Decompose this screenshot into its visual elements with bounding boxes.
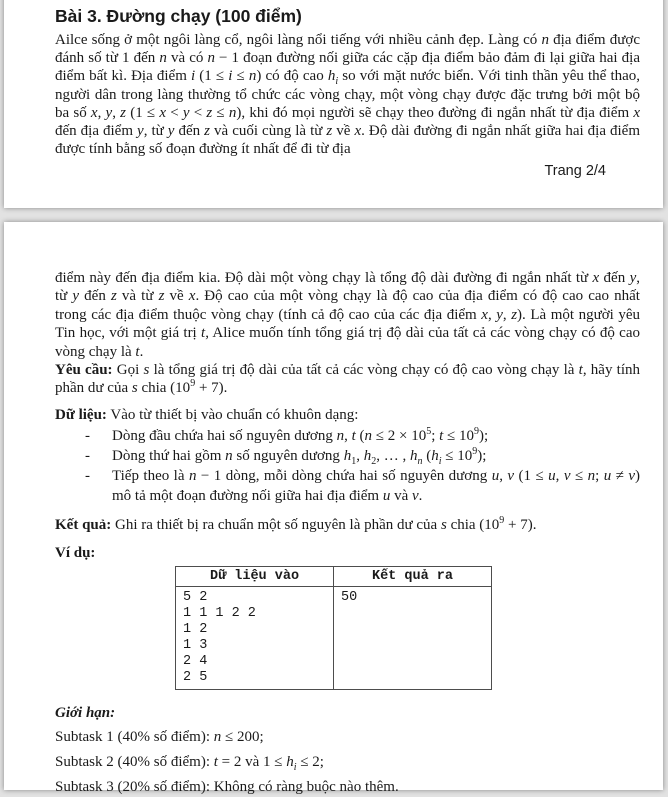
table-input-cell xyxy=(176,587,334,689)
example-table xyxy=(175,566,492,690)
table-output-cell xyxy=(334,587,491,689)
bullet-dash: - xyxy=(85,428,90,445)
input-line: 2 4 xyxy=(183,654,208,670)
input-line: 5 2 xyxy=(183,590,208,606)
table-header-input: Dữ liệu vào xyxy=(176,567,334,586)
bullet-text: Dòng thứ hai gồm n số nguyên dương $h_1$, $h_2$, … , $h_n$ $(h_i \le 10^9)$; xyxy=(112,446,487,468)
subtask-line-3: Subtask 3 (20% số điểm): Không có ràng buộc nào thêm. xyxy=(55,779,399,796)
requirement-paragraph: Yêu cầu: Gọi s là tổng giá trị độ dài của tất cả các vòng chạy có độ cao vòng chạy là t, hãy tính phần dư của s chia $(10^9 + 7)$. xyxy=(55,362,641,397)
input-spec-paragraph: Dữ liệu: Vào từ thiết bị vào chuẩn có khuôn dạng: xyxy=(55,406,359,423)
example-label: Ví dụ: xyxy=(55,544,96,561)
output-spec-paragraph: Kết quả: Ghi ra thiết bị ra chuẩn một số nguyên là phần dư của s chia $(10^9 + 7)$. xyxy=(55,515,537,534)
page-1 xyxy=(4,0,663,208)
bullet-dash: - xyxy=(85,468,90,485)
input-line: 1 2 xyxy=(183,622,208,638)
problem-intro-paragraph: Ailce sống ở một ngôi làng cổ, ngôi làng nổi tiếng với nhiều cảnh đẹp. Làng có n địa điểm được đánh số từ 1 đến n và có n − 1 đoạn đường nối giữa các cặp địa điểm bảo đảm đi lại giữa hai địa điểm bất kì. Địa điểm i (1 ≤ i ≤ n) có độ cao $h_i$ so với mặt nước biển. Với tinh thần yêu thể thao, người dân trong làng thường tổ chức các vòng chạy, một vòng chạy được đặc trưng bởi một bộ ba số x, y, z (1 ≤ x < y < z ≤ n), khi đó mọi người sẽ chạy theo đường đi ngắn nhất từ địa điểm x đến địa điểm y, từ y đến z và cuối cùng là từ z về x. Độ dài đường đi ngắn nhất giữa hai địa điểm được tính bằng số đoạn đường ít nhất để đi từ địa xyxy=(55,32,641,158)
bullet-text: Tiếp theo là n − 1 dòng, mỗi dòng chứa hai số nguyên dương u, v (1 ≤ u, v ≤ n; u ≠ v) mô tả một đoạn đường nối giữa hai địa điểm u và v. xyxy=(112,468,641,505)
input-line: 2 5 xyxy=(183,670,208,686)
page-2 xyxy=(4,222,663,796)
input-format-list xyxy=(85,426,640,506)
input-line: 1 1 1 2 2 xyxy=(183,606,256,622)
list-item xyxy=(85,426,640,446)
subtask-line-2: Subtask 2 (40% số điểm): t = 2 và $1 \le h_i \le 2$; xyxy=(55,754,324,774)
subtask-line-1: Subtask 1 (40% số điểm): n ≤ 200; xyxy=(55,729,264,746)
page-number-footer: Trang 2/4 xyxy=(544,163,606,180)
table-header-output: Kết quả ra xyxy=(371,569,453,585)
bullet-dash: - xyxy=(85,448,90,465)
bullet-text: Dòng đầu chứa hai số nguyên dương n, t ($n \le 2 \times 10^5$; $t \le 10^9$); xyxy=(112,426,489,445)
problem-title: Bài 3. Đường chạy (100 điểm) xyxy=(55,6,302,26)
table-header-row xyxy=(176,567,491,587)
list-item xyxy=(85,446,640,466)
table-body-row xyxy=(176,587,491,689)
output-line: 50 xyxy=(341,590,358,606)
continuation-paragraph: điểm này đến địa điểm kia. Độ dài một vòng chạy là tổng độ dài đường đi ngắn nhất từ x đến y, từ y đến z và từ z về x. Độ cao của một vòng chạy là độ cao của địa điểm có độ cao cao nhất trong các địa điểm thuộc vòng chạy (tính cả độ cao của các địa điểm x, y, z). Là một người yêu Tin học, với một giá trị t, Alice muốn tính tổng giá trị độ dài của tất cả các vòng chạy có độ cao vòng chạy là t. xyxy=(55,270,640,360)
list-item xyxy=(85,466,640,506)
input-line: 1 3 xyxy=(183,638,208,654)
limits-label: Giới hạn: xyxy=(55,705,116,722)
